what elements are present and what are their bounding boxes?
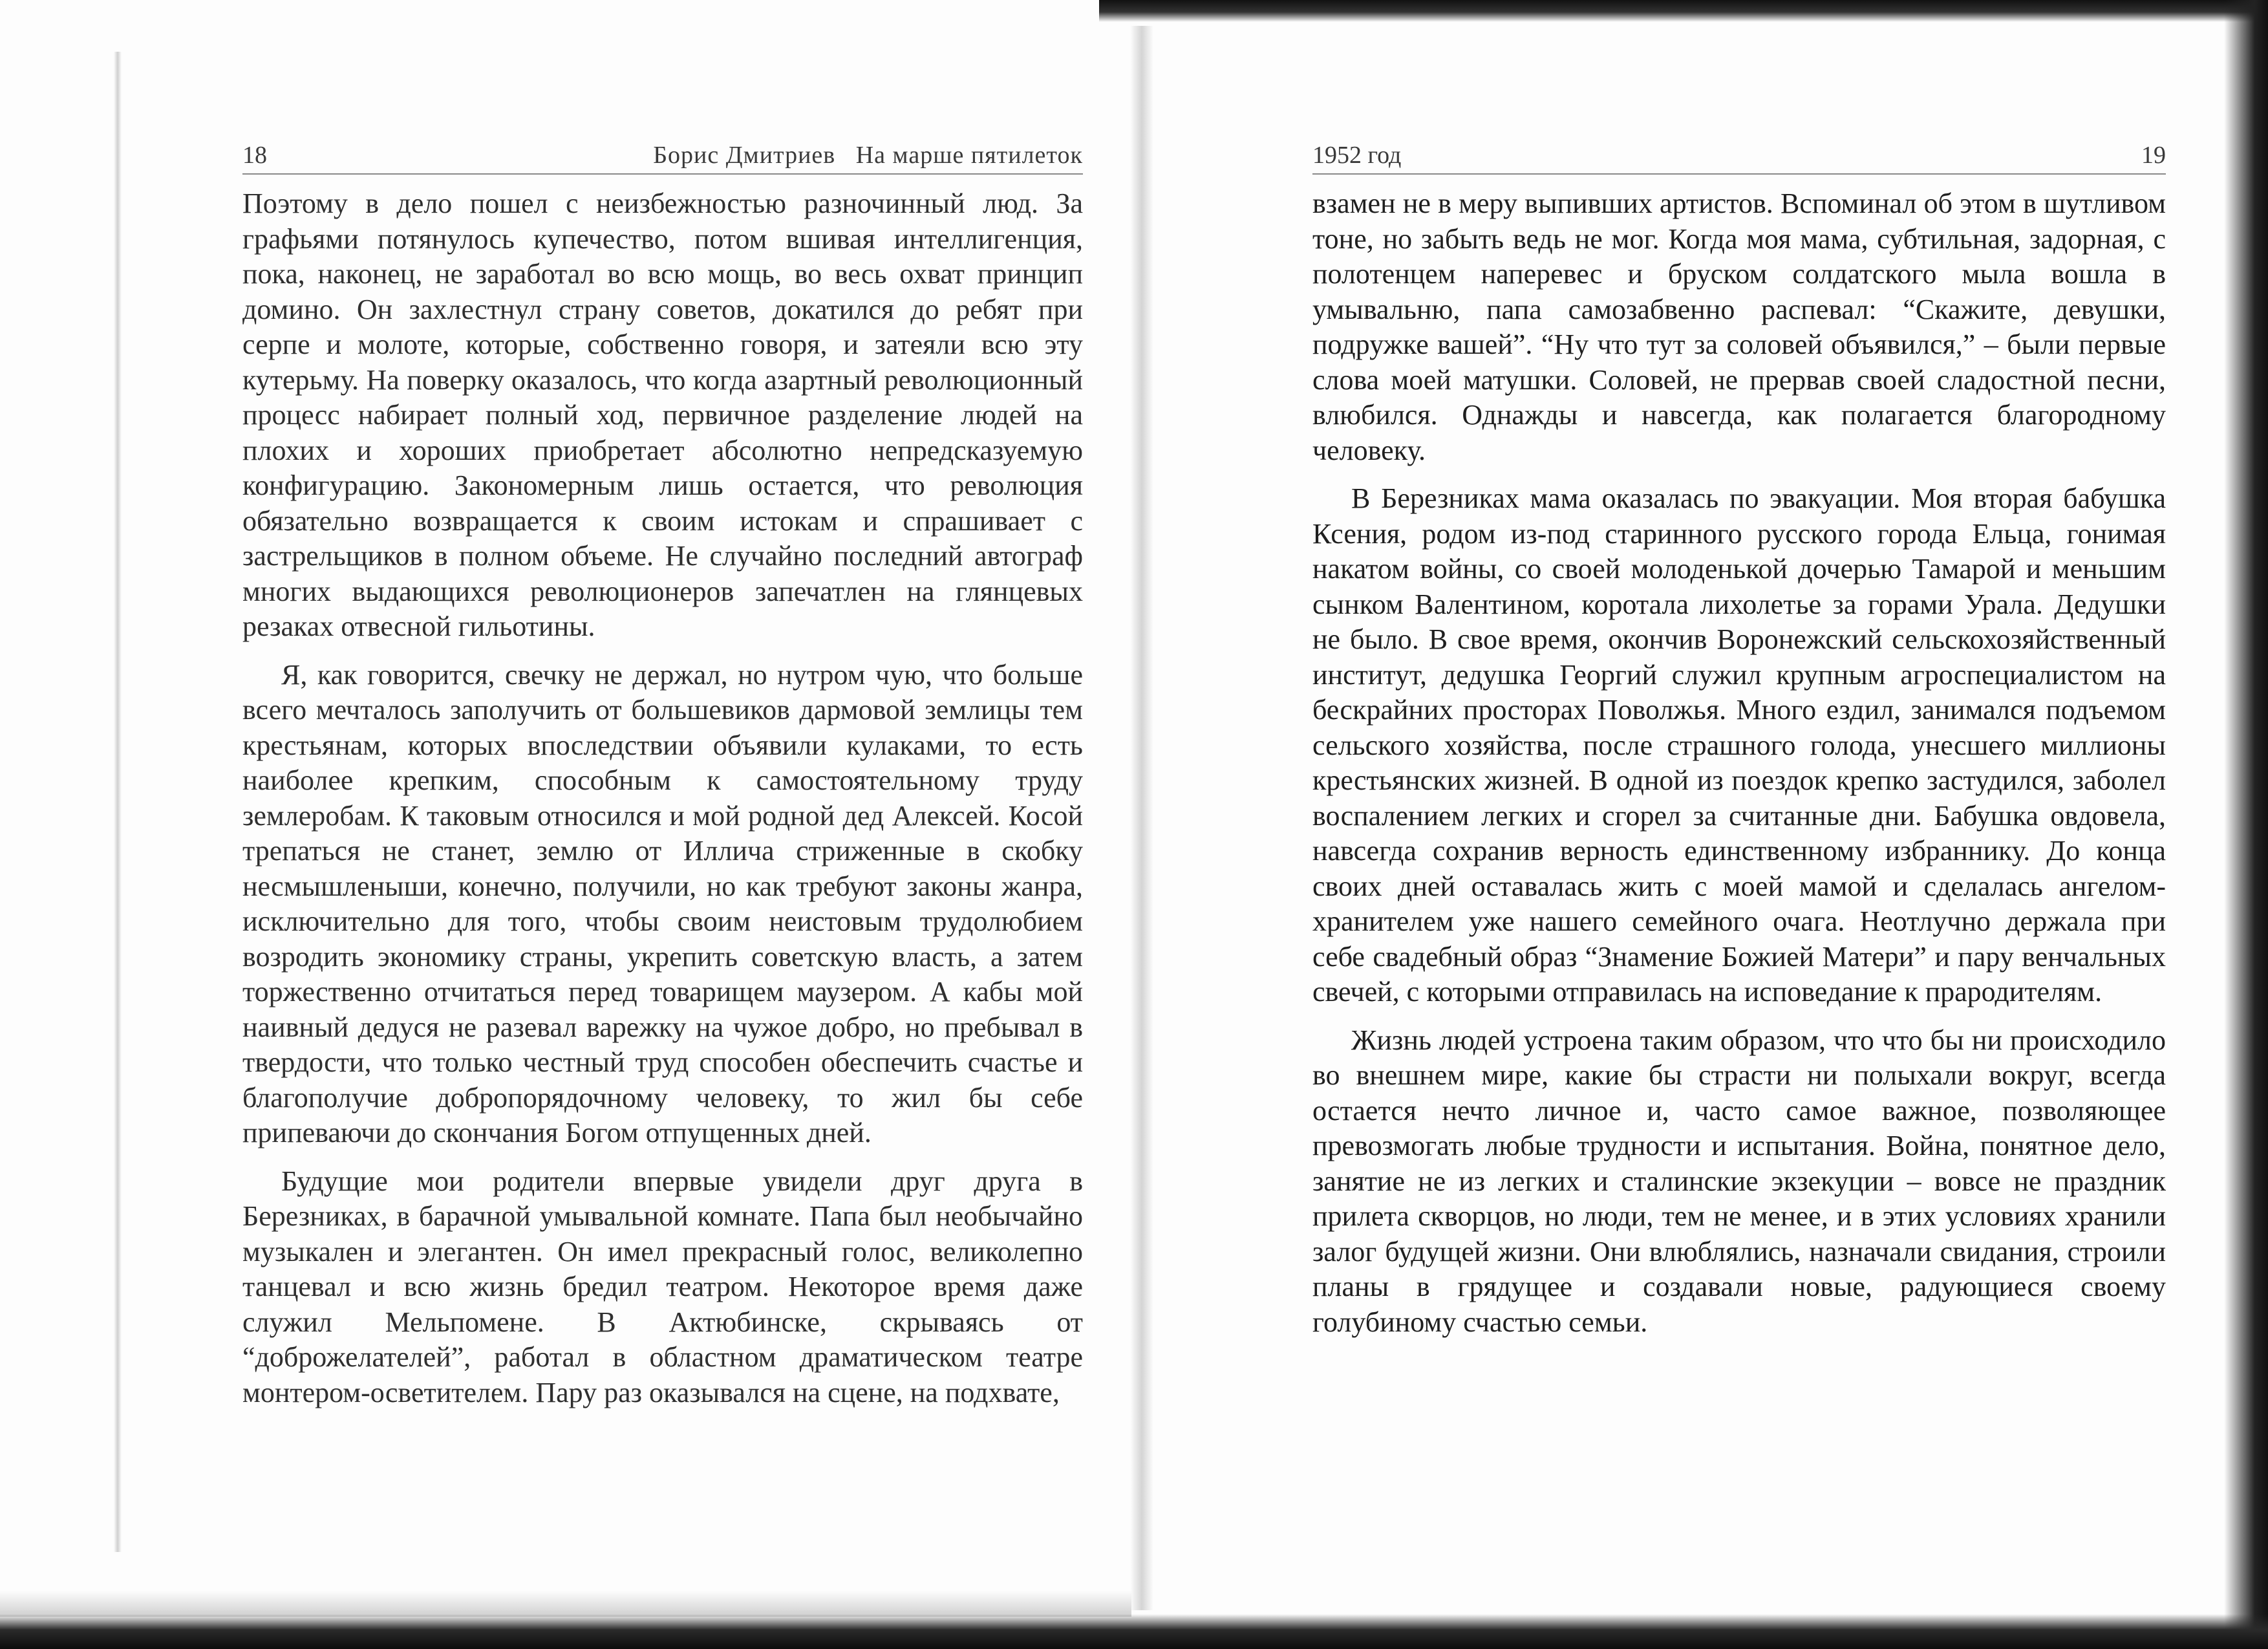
left-page — [242, 129, 1083, 1410]
left-running-head — [242, 129, 1083, 175]
right-running-head — [1312, 129, 2166, 175]
right-paragraph-3: Жизнь людей устроена таким образом, что что бы ни происходило во внешнем мире, какие бы страсти ни полыхали вокруг, всегда остается нечто личное и, часто самое важное, позволяющее превозмогать любые трудности и испытания. Война, понятное дело, занятие не из легких и сталинские экзекуции – вовсе не праздник прилета скворцов, но люди, тем не менее, и в этих условиях хранили залог будущей жизни. Они влюблялись, назначали свидания, строили планы в грядущее и создавали новые, радующиеся своему голубиному счастью семьи. — [1312, 1024, 2166, 1338]
right-page — [1312, 129, 2166, 1340]
right-paragraph-2: В Березниках мама оказалась по эвакуации. Моя вторая бабушка Ксения, родом из-под старинного русского города Ельца, гонимая накатом войны, со своей молоденькой дочерью Тамарой и меньшим сынком Валентином, коротала лихолетье за горами Урала. Дедушки не было. В свое время, окончив Воронежский сельскохозяйственный институт, дедушка Георгий служил крупным агроспециалистом на бескрайних просторах Поволжья. Много ездил, занимался подъемом сельского хозяйства, после страшного голода, унесшего миллионы крестьянских жизней. В одной из поездок крепко застудился, заболел воспалением легких и сгорел за считанные дни. Бабушка овдовела, навсегда сохранив верность единственному избраннику. До конца своих дней оставалась жить с моей мамой и сделалась ангелом-хранителем уже нашего семейного очага. Неотлучно держала при себе свадебный образ “Знамение Божией Матери” и пару венчальных свечей, с которыми отправилась на исповедание к прародителям. — [1312, 482, 2166, 1008]
scanner-edge-top — [1099, 0, 2268, 22]
left-paragraph-1: Поэтому в дело пошел с неизбежностью разночинный люд. За графьями потянулось купечество, потом вшивая интеллигенция, пока, наконец, не заработал во всю мощь, во весь охват принцип домино. Он захлестнул страну советов, докатился до ребят при серпе и молоте, которые, собственно говоря, и затеяли всю эту кутерьму. На поверку оказалось, что когда азартный революционный процесс набирает полный ход, первичное разделение людей на плохих и хороших приобретает абсолютно непредсказуемую конфигурацию. Закономерным лишь остается, что революция обязательно возвращается к своим истокам и спрашивает с застрельщиков в полном объеме. Не случайно последний автограф многих выдающихся революционеров запечатлен на глянцевых резаках отвесной гильотины. — [242, 188, 1083, 642]
right-page-body — [1312, 186, 2166, 1340]
scanner-shadow-bottom — [0, 1591, 1131, 1617]
left-page-header: Борис Дмитриев На марше пятилеток — [653, 142, 1083, 169]
left-paragraph-2: Я, как говорится, свечку не держал, но нутром чую, что больше всего мечталось заполучить от большевиков дармовой землицы тем крестьянам, которых впоследствии объявили кулаками, то есть наиболее крепким, способным к самостоятельному труду землеробам. К таковым относился и мой родной дед Алексей. Косой трепаться не станет, землю от Иллича стриженные в скобку несмышленыши, конечно, получили, но как требуют законы жанра, исключительно для того, чтобы своим неистовым трудолюбием возродить экономику страны, укрепить советскую власть, а затем торжественно отчитаться перед товарищем маузером. А кабы мой наивный дедуся не разевал варежку на чужое добро, но пребывал в твердости, что только честный труд способен обеспечить счастье и благополучие добропорядочному человеку, то жил бы себе припеваючи до скончания Богом отпущенных дней. — [242, 658, 1083, 1148]
scanner-edge-bottom — [0, 1614, 2268, 1649]
right-page-number: 19 — [2141, 142, 2166, 169]
scanner-edge-right — [2224, 0, 2268, 1649]
left-page-body — [242, 186, 1083, 1410]
left-paragraph-3: Будущие мои родители впервые увидели друг друга в Березниках, в барачной умывальной комнате. Папа был необычайно музыкален и элегантен. Он имел прекрасный голос, великолепно танцевал и всю жизнь бредил театром. Некоторое время даже служил Мельпомене. В Актюбинске, скрываясь от “доброжелателей”, работал в областном драматическом театре монтером-осветителем. Пару раз оказывался на сцене, на подхвате, — [242, 1165, 1083, 1408]
left-page-number: 18 — [242, 142, 267, 169]
right-page-header: 1952 год — [1312, 142, 1402, 169]
page-edge-left — [114, 52, 122, 1552]
right-paragraph-1: взамен не в меру выпивших артистов. Вспоминал об этом в шутливом тоне, но забыть ведь не мог. Когда моя мама, субтильная, задорная, с полотенцем наперевес и бруском солдатского мыла вошла в умывальню, папа самозабвенно распевал: “Скажите, девушки, подружке вашей”. “Ну что тут за соловей объявился,” – были первые слова моей матушки. Соловей, не прервав своей сладостной песни, влюбился. Однажды и навсегда, как полагается благородному человеку. — [1312, 188, 2166, 466]
book-gutter — [1130, 26, 1153, 1610]
